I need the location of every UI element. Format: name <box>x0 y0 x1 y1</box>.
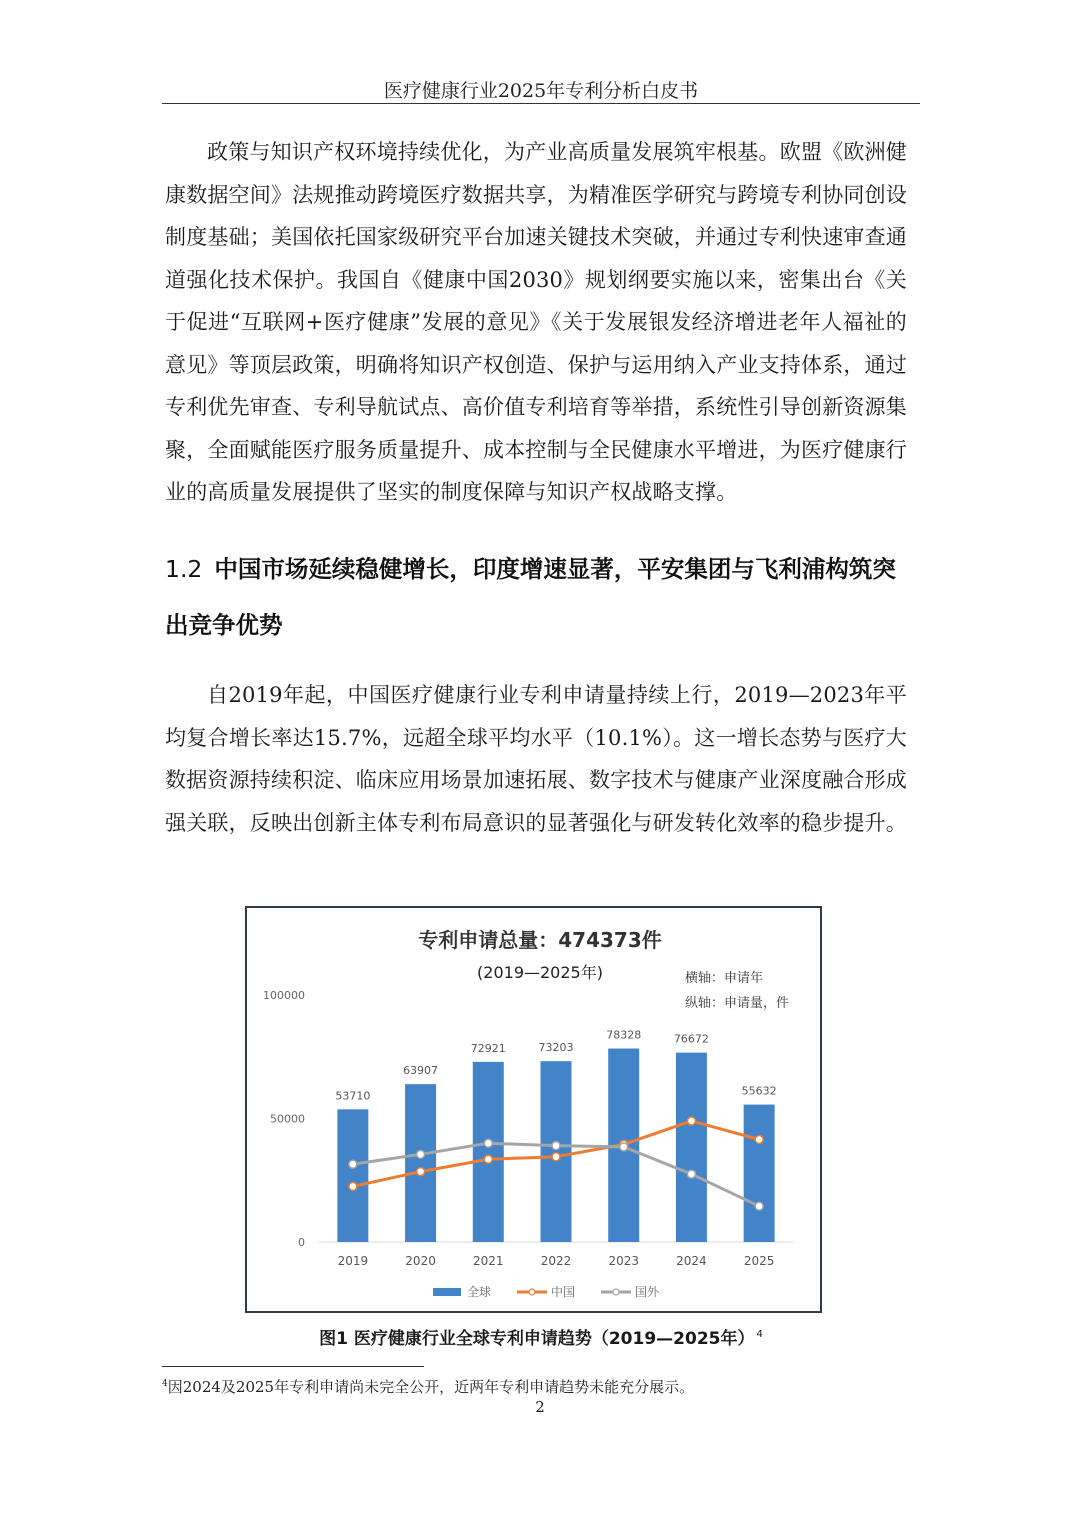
y-tick-label: 0 <box>298 1236 305 1249</box>
x-tick-label: 2021 <box>473 1254 504 1268</box>
line-point-中国 <box>755 1135 763 1143</box>
bar-value-label: 72921 <box>470 1041 506 1055</box>
x-tick-label: 2025 <box>743 1254 775 1268</box>
bar-value-label: 55632 <box>741 1084 777 1098</box>
line-point-国外 <box>755 1202 763 1210</box>
axis-note: 横轴：申请年 <box>685 971 764 986</box>
figure-caption <box>162 1324 920 1349</box>
legend-label: 国外 <box>635 1285 660 1299</box>
header-divider <box>162 103 920 104</box>
line-point-中国 <box>687 1117 695 1125</box>
line-point-国外 <box>349 1160 357 1168</box>
y-tick-label: 100000 <box>263 989 305 1002</box>
y-tick-label: 50000 <box>270 1112 305 1126</box>
bar-2019 <box>337 1109 368 1242</box>
header-title: 医疗健康行业2025年专利分析白皮书 <box>383 80 699 102</box>
x-tick-label: 2022 <box>540 1254 572 1268</box>
footnote-text: 因2024及2025年专利申请尚未完全公开，近两年专利申请趋势未能充分展示。 <box>167 1378 695 1396</box>
footnote <box>162 1376 922 1397</box>
x-tick-label: 2024 <box>676 1254 707 1268</box>
footnote-divider <box>162 1366 424 1367</box>
patent-trend-chart <box>245 906 822 1313</box>
line-point-国外 <box>620 1143 628 1151</box>
bar-value-label: 73203 <box>538 1041 574 1055</box>
legend-label: 中国 <box>551 1285 576 1299</box>
page-number: 2 <box>535 1398 545 1416</box>
legend-label: 全球 <box>467 1285 492 1299</box>
line-point-中国 <box>484 1155 492 1163</box>
bar-value-label: 53710 <box>335 1089 371 1103</box>
section-heading <box>165 541 910 653</box>
x-tick-label: 2020 <box>405 1254 436 1268</box>
bar-2020 <box>405 1084 436 1242</box>
legend-marker-国外 <box>613 1289 619 1295</box>
line-point-国外 <box>552 1142 560 1150</box>
legend-marker-中国 <box>529 1289 535 1295</box>
line-point-国外 <box>417 1150 425 1158</box>
bar-2021 <box>473 1062 504 1242</box>
bar-value-label: 76672 <box>673 1032 709 1046</box>
footnote-ref: 4 <box>756 1329 763 1341</box>
x-tick-label: 2023 <box>608 1254 639 1268</box>
section-title: 中国市场延续稳健增长，印度增速显著，平安集团与飞利浦构筑突出竞争优势 <box>165 555 896 639</box>
bar-value-label: 63907 <box>403 1064 439 1078</box>
footnote-marker: 4 <box>162 1379 168 1389</box>
body-paragraph: 政策与知识产权环境持续优化，为产业高质量发展筑牢根基。欧盟《欧洲健康数据空间》法规推动跨境医疗数据共享，为精准医学研究与跨境专利协同创设制度基础；美国依托国家级研究平台加速关键技术突破，并通过专利快速审查通道强化技术保护。我国自《健康中国2030》规划纲要实施以来，密集出台《关于促进“互联网+医疗健康”发展的意见》《关于发展银发经济增进老年人福祉的意见》等顶层政策，明确将知识产权创造、保护与运用纳入产业支持体系，通过专利优先审查、专利导航试点、高价值专利培育等举措，系统性引导创新资源集聚，全面赋能医疗服务质量提升、成本控制与全民健康水平增进，为医疗健康行业的高质量发展提供了坚实的制度保障与知识产权战略支撑。 <box>165 140 907 504</box>
line-point-中国 <box>552 1153 560 1161</box>
line-point-国外 <box>687 1170 695 1178</box>
x-tick-label: 2019 <box>337 1254 369 1268</box>
axis-note: 纵轴：申请量，件 <box>685 996 790 1011</box>
figure-caption-text: 图1 医疗健康行业全球专利申请趋势（2019—2025年） <box>319 1329 755 1349</box>
chart-subtitle: (2019—2025年) <box>477 963 603 982</box>
bar-2025 <box>744 1105 775 1242</box>
line-point-中国 <box>417 1168 425 1176</box>
bar-value-label: 78328 <box>606 1028 642 1042</box>
bar-2022 <box>541 1061 572 1242</box>
legend-swatch-全球 <box>433 1288 461 1296</box>
chart-title: 专利申请总量：474373件 <box>418 928 662 952</box>
line-point-中国 <box>349 1182 357 1190</box>
section-number: 1.2 <box>165 555 203 583</box>
bar-2024 <box>676 1053 707 1242</box>
body-paragraph: 自2019年起，中国医疗健康行业专利申请量持续上行，2019—2023年平均复合增长率达15.7%，远超全球平均水平（10.1%）。这一增长态势与医疗大数据资源持续积淀、临床应用场景加速拓展、数字技术与健康产业深度融合形成强关联，反映出创新主体专利布局意识的显著强化与研发转化效率的稳步提升。 <box>165 683 907 835</box>
line-point-国外 <box>484 1139 492 1147</box>
